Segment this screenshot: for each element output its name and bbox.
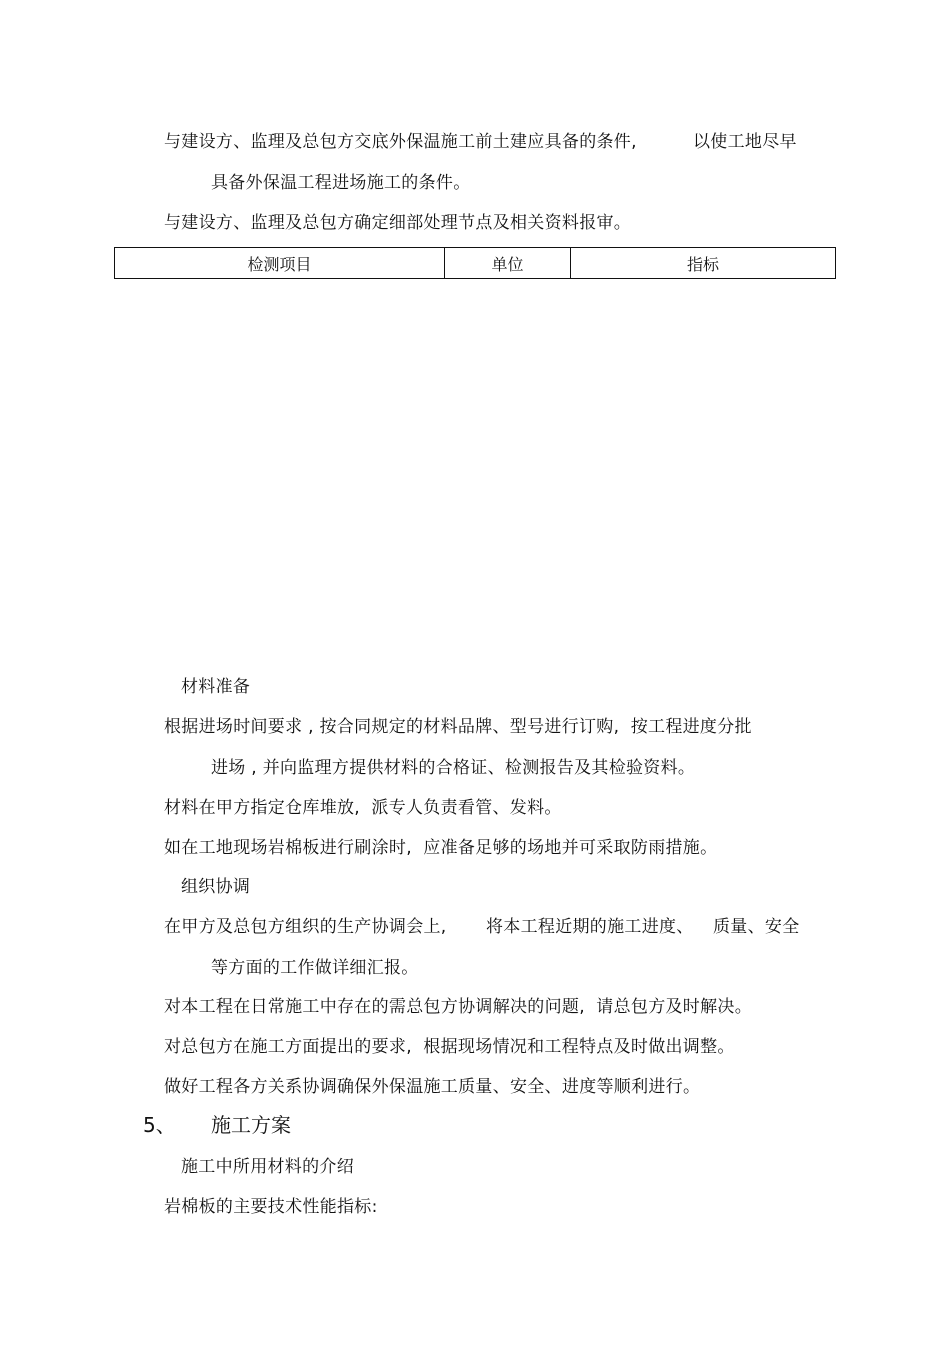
section5-line: 岩棉板的主要技术性能指标: bbox=[164, 1197, 378, 1217]
material-prep-p3: 如在工地现场岩棉板进行刷涂时, 应准备足够的场地并可采取防雨措施。 bbox=[164, 838, 718, 858]
coordination-p4: 做好工程各方关系协调确保外保温施工质量、安全、进度等顺利进行。 bbox=[164, 1077, 701, 1097]
intro-line-1a: 与建设方、监理及总包方交底外保温施工前土建应具备的条件, bbox=[164, 132, 637, 152]
intro-line-1b: 以使工地尽早 bbox=[693, 132, 797, 152]
coordination-title: 组织协调 bbox=[181, 877, 251, 897]
spec-header-item: 检测项目 bbox=[115, 248, 445, 279]
intro-line-2: 具备外保温工程进场施工的条件。 bbox=[211, 173, 471, 193]
material-prep-p1-line2: 进场 , 并向监理方提供材料的合格证、检测报告及其检验资料。 bbox=[211, 758, 696, 778]
coordination-p1-line1c: 质量、安全 bbox=[713, 917, 800, 937]
coordination-p1-line1b: 将本工程近期的施工进度、 bbox=[486, 917, 694, 937]
spec-table bbox=[114, 247, 836, 279]
section5-subtitle: 施工中所用材料的介绍 bbox=[181, 1157, 354, 1177]
intro-line-3: 与建设方、监理及总包方确定细部处理节点及相关资料报审。 bbox=[164, 213, 632, 233]
material-prep-title: 材料准备 bbox=[181, 677, 251, 697]
section5-title: 施工方案 bbox=[211, 1113, 291, 1137]
spec-header-index: 指标 bbox=[571, 248, 836, 279]
coordination-p3: 对总包方在施工方面提出的要求, 根据现场情况和工程特点及时做出调整。 bbox=[164, 1037, 735, 1057]
coordination-p2: 对本工程在日常施工中存在的需总包方协调解决的问题, 请总包方及时解决。 bbox=[164, 997, 753, 1017]
section5-number: 5、 bbox=[143, 1113, 176, 1137]
spec-header-unit: 单位 bbox=[445, 248, 571, 279]
coordination-p1-line2: 等方面的工作做详细汇报。 bbox=[211, 958, 419, 978]
material-prep-p2: 材料在甲方指定仓库堆放, 派专人负责看管、发料。 bbox=[164, 798, 562, 818]
coordination-p1-line1a: 在甲方及总包方组织的生产协调会上, bbox=[164, 917, 447, 937]
material-prep-p1-line1: 根据进场时间要求 , 按合同规定的材料品牌、型号进行订购, 按工程进度分批 bbox=[164, 717, 752, 737]
spec-table-header-row bbox=[115, 248, 836, 279]
